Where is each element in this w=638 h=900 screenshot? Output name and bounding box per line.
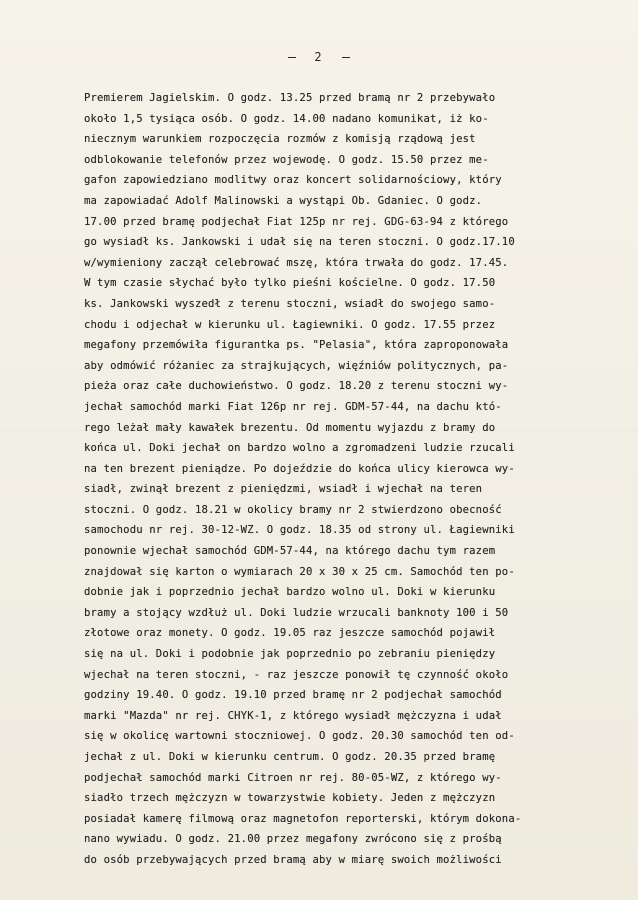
page-number xyxy=(0,50,638,64)
text-line: pieża oraz całe duchowieństwo. O godz. 18.20 z terenu stoczni wy- xyxy=(84,380,509,393)
text-line: do osób przebywających przed bramą aby w miarę swoich możliwości xyxy=(84,853,502,866)
text-line: aby odmówić różaniec za strajkujących, więźniów politycznych, pa- xyxy=(84,359,509,372)
text-line: 17.00 przed bramę podjechał Fiat 125p nr rej. GDG-63-94 z którego xyxy=(84,215,509,228)
text-line: megafony przemówiła figurantka ps. "Pelasia", która zaproponowała xyxy=(84,339,509,352)
text-line: odblokowanie telefonów przez wojewodę. O godz. 15.50 przez me- xyxy=(84,153,489,166)
text-line: jechał z ul. Doki w kierunku centrum. O godz. 20.35 przed bramę xyxy=(84,751,496,763)
text-line: podjechał samochód marki Citroen nr rej. 80-05-WZ, z którego wy- xyxy=(84,771,502,784)
text-line: stoczni. O godz. 18.21 w okolicy bramy nr 2 stwierdzono obecność xyxy=(84,503,502,516)
text-line: nano wywiadu. O godz. 21.00 przez megafony zwrócono się z prośbą xyxy=(84,833,502,846)
text-line: się na ul. Doki i podobnie jak poprzednio po zebraniu pieniędzy xyxy=(84,648,496,661)
text-line: końca ul. Doki jechał on bardzo wolno a zgromadzeni ludzie rzucali xyxy=(84,442,515,455)
text-line: znajdował się karton o wymiarach 20 x 30 x 25 cm. Samochód ten po- xyxy=(84,565,515,578)
text-line: posiadał kamerę filmową oraz magnetofon reporterski, którym dokona- xyxy=(84,812,522,825)
text-line: marki "Mazda" nr rej. CHYK-1, z którego wysiadł mężczyzna i udał xyxy=(84,709,502,722)
text-line: w/wymieniony zaczął celebrować mszę, która trwała do godz. 17.45. xyxy=(84,256,509,269)
text-line: ks. Jankowski wyszedł z terenu stoczni, wsiadł do swojego samo- xyxy=(84,297,496,310)
text-line: godziny 19.40. O godz. 19.10 przed bramę nr 2 podjechał samochód xyxy=(84,689,502,702)
text-line: chodu i odjechał w kierunku ul. Łagiewniki. O godz. 17.55 przez xyxy=(84,318,496,331)
text-line: Premierem Jagielskim. O godz. 13.25 przed bramą nr 2 przebywało xyxy=(84,92,496,104)
text-line: dobnie jak i poprzednio jechał bardzo wolno ul. Doki w kierunku xyxy=(84,586,496,599)
text-line: około 1,5 tysiąca osób. O godz. 14.00 nadano komunikat, iż ko- xyxy=(84,112,489,125)
text-line: gafon zapowiedziano modlitwy oraz koncert solidarnościowy, który xyxy=(84,174,502,187)
text-line: niecznym warunkiem rozpoczęcia rozmów z komisją rządową jest xyxy=(84,133,476,146)
text-line: na ten brezent pieniądze. Po dojeździe do końca ulicy kierowca wy- xyxy=(84,462,515,475)
text-line: jechał samochód marki Fiat 126p nr rej. GDM-57-44, na dachu któ- xyxy=(84,400,502,413)
text-line: siadł, zwinął brezent z pieniędzmi, wsiadł i wjechał na teren xyxy=(84,483,483,496)
text-line: ponownie wjechał samochód GDM-57-44, na którego dachu tym razem xyxy=(84,545,496,558)
text-line: złotowe oraz monety. O godz. 19.05 raz jeszcze samochód pojawił xyxy=(84,627,496,640)
text-line: bramy a stojący wzdłuż ul. Doki ludzie wrzucali banknoty 100 i 50 xyxy=(84,606,509,619)
typed-text-body xyxy=(84,88,638,871)
text-line: go wysiadł ks. Jankowski i udał się na teren stoczni. O godz.17.10 xyxy=(84,236,515,249)
text-line: W tym czasie słychać było tylko pieśni kościelne. O godz. 17.50 xyxy=(84,277,496,290)
page-number-value: 2 xyxy=(314,50,324,64)
text-line: siadło trzech mężczyzn w towarzystwie kobiety. Jeden z mężczyzn xyxy=(84,792,496,805)
text-line: rego leżał mały kawałek brezentu. Od momentu wyjazdu z bramy do xyxy=(84,421,496,434)
page-number-dash-right xyxy=(342,57,350,58)
page-number-dash-left xyxy=(288,57,296,58)
text-line: ma zapowiadać Adolf Malinowski a wystąpi Ob. Gdaniec. O godz. xyxy=(84,194,483,207)
text-line: wjechał na teren stoczni, - raz jeszcze ponowił tę czynność około xyxy=(84,668,509,681)
text-line: się w okolicę wartowni stoczniowej. O godz. 20.30 samochód ten od- xyxy=(84,730,515,743)
text-line: samochodu nr rej. 30-12-WZ. O godz. 18.35 od strony ul. Łagiewniki xyxy=(84,524,515,537)
